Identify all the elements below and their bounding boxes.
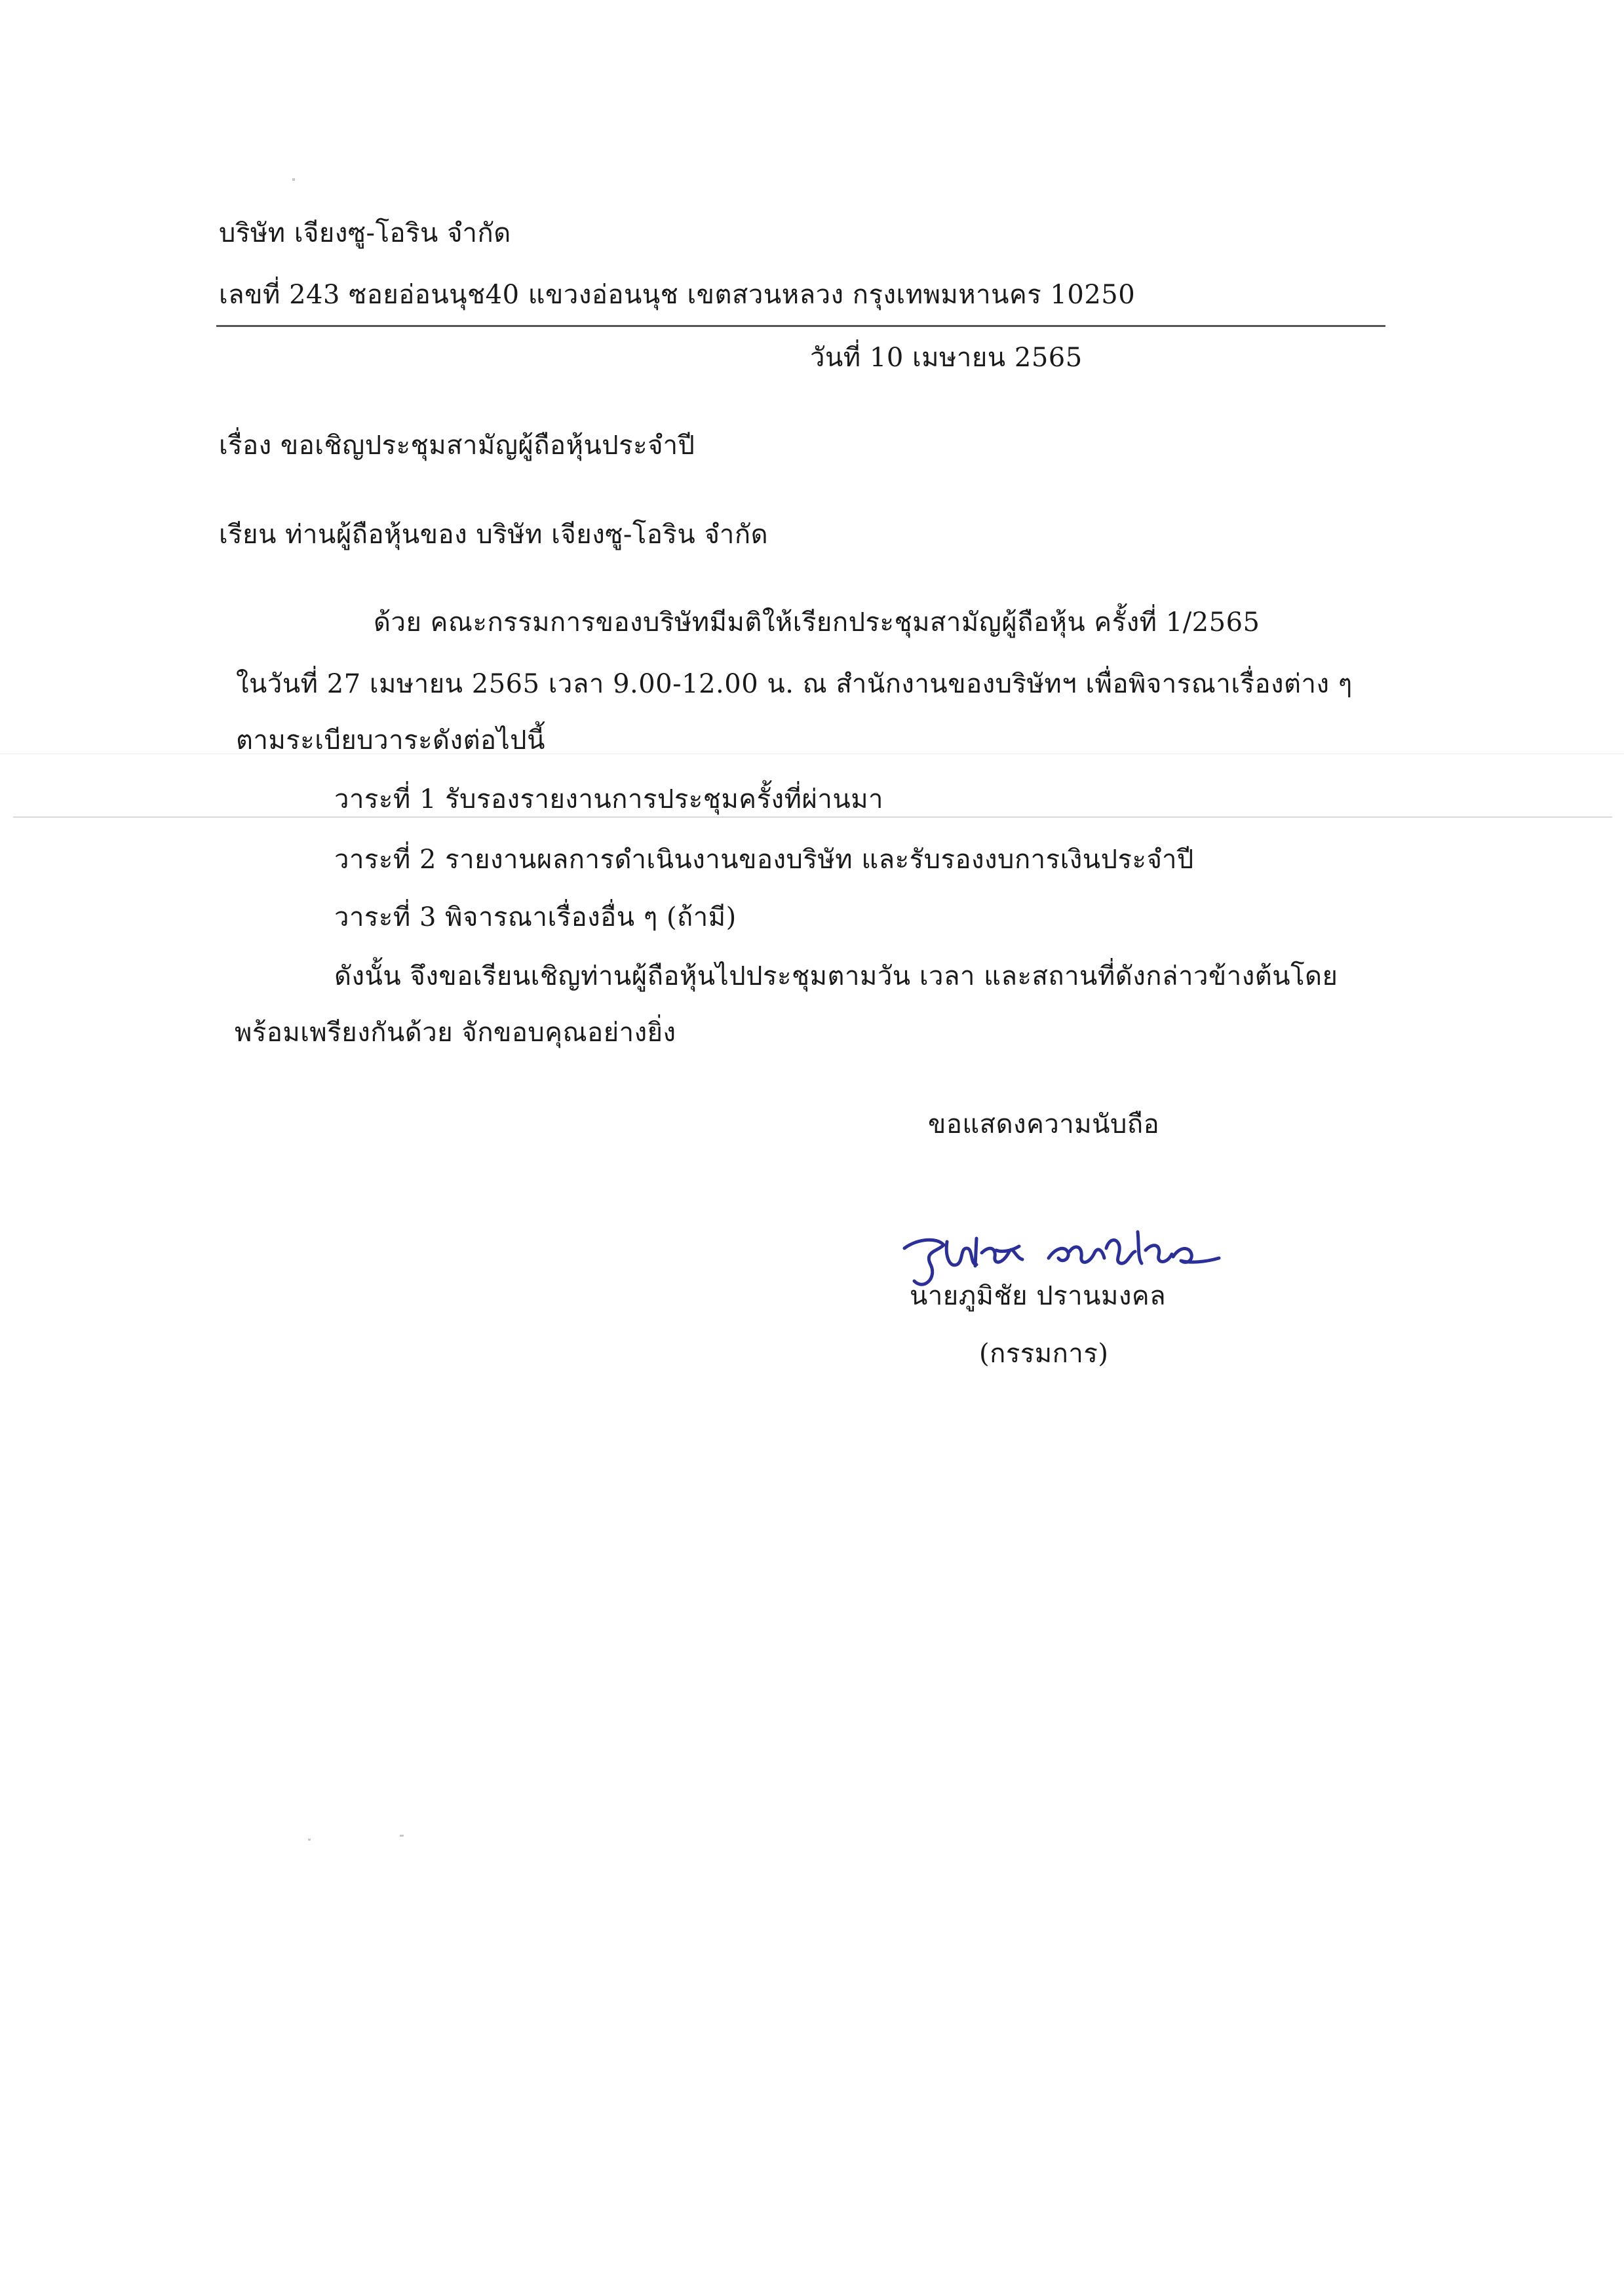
regards-text: ขอแสดงความนับถือ: [928, 1109, 1160, 1139]
letter-recipient: เรียน ท่านผู้ถือหุ้นของ บริษัท เจียงซู-โอริน จำกัด: [219, 520, 769, 550]
agenda-item: วาระที่ 3 พิจารณาเรื่องอื่น ๆ (ถ้ามี): [334, 902, 737, 932]
letter-subject: เรื่อง ขอเชิญประชุมสามัญผู้ถือหุ้นประจำปี: [219, 430, 695, 461]
body-line: ตามระเบียบวาระดังต่อไปนี้: [236, 725, 545, 756]
scan-speck: [308, 1839, 311, 1841]
agenda-item: วาระที่ 2 รายงานผลการดำเนินงานของบริษัท และรับรองงบการเงินประจำปี: [334, 845, 1194, 875]
body-line: ในวันที่ 27 เมษายน 2565 เวลา 9.00-12.00 น. ณ สำนักงานของบริษัทฯ เพื่อพิจารณาเรื่องต่าง ๆ: [236, 669, 1353, 699]
signer-name: นายภูมิชัย ปรานมงคล: [910, 1281, 1167, 1311]
company-name: บริษัท เจียงซู-โอริน จำกัด: [219, 218, 511, 248]
company-address: เลขที่ 243 ซอยอ่อนนุช40 แขวงอ่อนนุช เขตสวนหลวง กรุงเทพมหานคร 10250: [219, 280, 1136, 310]
scan-speck: [292, 178, 295, 181]
agenda-item: วาระที่ 1 รับรองรายงานการประชุมครั้งที่ผ่านมา: [334, 784, 884, 814]
signer-title: (กรรมการ): [979, 1339, 1109, 1369]
scan-artifact-line: [13, 816, 1612, 818]
scan-speck: [400, 1835, 404, 1837]
closing-line: พร้อมเพรียงกันด้วย จักขอบคุณอย่างยิ่ง: [235, 1018, 676, 1048]
closing-line: ดังนั้น จึงขอเรียนเชิญท่านผู้ถือหุ้นไปประชุมตามวัน เวลา และสถานที่ดังกล่าวข้างต้นโดย: [334, 961, 1338, 991]
body-line: ด้วย คณะกรรมการของบริษัทมีมติให้เรียกประชุมสามัญผู้ถือหุ้น ครั้งที่ 1/2565: [374, 607, 1260, 638]
letter-date: วันที่ 10 เมษายน 2565: [810, 343, 1083, 373]
letterhead-divider: [216, 325, 1385, 327]
